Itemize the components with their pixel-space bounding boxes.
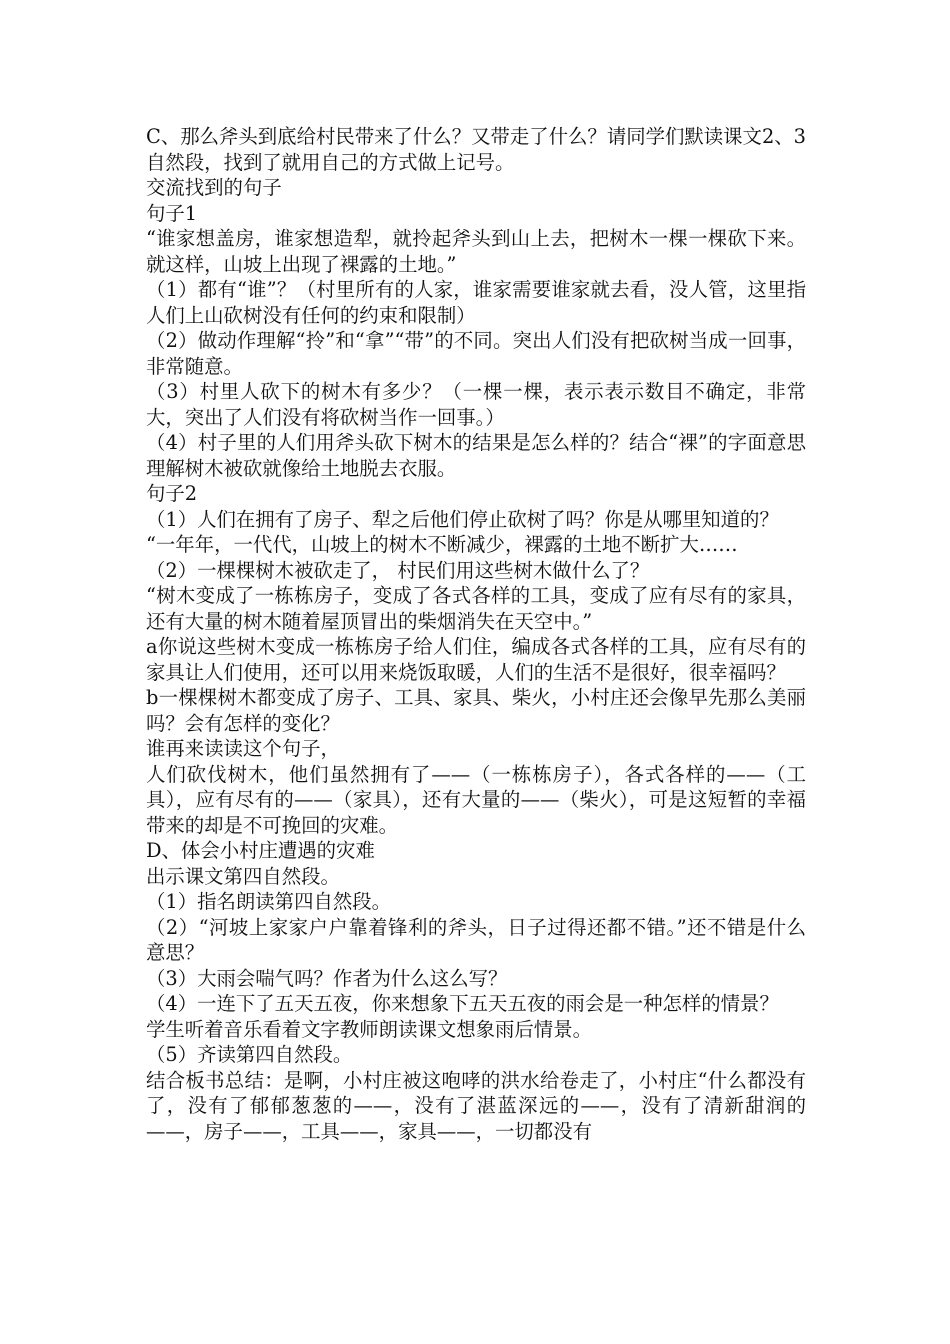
paragraph-d-item-2: （2）“河坡上家家户户靠着锋利的斧头，日子过得还都不错。”还不错是什么意思？	[146, 915, 806, 964]
paragraph-read-again: 谁再来读读这个句子，	[146, 737, 340, 760]
heading-sentence-1: 句子1	[146, 201, 198, 225]
quote-sentence-1: “谁家想盖房，谁家想造犁，就拎起斧头到山上去，把树木一棵一棵砍下来。就这样，山坡上出现了裸露的土地。”	[146, 227, 806, 276]
paragraph-d-item-4: （4）一连下了五天五夜，你来想象下五天五夜的雨会是一种怎样的情景？	[146, 992, 779, 1015]
paragraph-s2-item-2: （2）一棵棵树木被砍走了， 村民们用这些树木做什么了？	[146, 558, 650, 582]
quote-sentence-2b: “树木变成了一栋栋房子，变成了各式各样的工具，变成了应有尽有的家具，还有大量的树木随着屋顶冒出的柴烟消失在天空中。”	[146, 584, 806, 633]
paragraph-item-4: （4）村子里的人们用斧头砍下树木的结果是怎么样的？结合“裸”的字面意思理解树木被砍就像给土地脱去衣服。	[146, 431, 806, 480]
document-body	[146, 124, 806, 1144]
paragraph-point-b: b一棵棵树木都变成了房子、工具、家具、柴火，小村庄还会像早先那么美丽吗？会有怎样的变化？	[146, 686, 806, 735]
paragraph-summary: 结合板书总结：是啊，小村庄被这咆哮的洪水给卷走了，小村庄“什么都没有了，没有了郁郁葱葱的——，没有了湛蓝深远的——，没有了清新甜润的——，房子——，工具——，家具——，一切都没有	[146, 1068, 806, 1143]
paragraph-item-3: （3）村里人砍下的树木有多少？（一棵一棵，表示表示数目不确定，非常大，突出了人们没有将砍树当作一回事。）	[146, 380, 806, 429]
quote-sentence-2a: “一年年，一代代，山坡上的树木不断减少，裸露的土地不断扩大……	[146, 533, 738, 556]
heading-sentence-2: 句子2	[146, 482, 198, 505]
paragraph-fill-blanks: 人们砍伐树木，他们虽然拥有了——（一栋栋房子），各式各样的——（工具），应有尽有的——（家具），还有大量的——（柴火），可是这短暂的幸福带来的却是不可挽回的灾难。	[146, 762, 806, 837]
paragraph-s2-item-1: （1）人们在拥有了房子、犁之后他们停止砍树了吗？你是从哪里知道的？	[146, 507, 779, 531]
paragraph-d-item-3: （3）大雨会喘气吗？作者为什么这么写？	[146, 966, 508, 990]
paragraph-section-c: C、那么斧头到底给村民带来了什么？又带走了什么？请同学们默读课文2、3自然段，找到了就用自己的方式做上记号。	[146, 125, 807, 174]
paragraph-music-reading: 学生听着音乐看着文字教师朗读课文想象雨后情景。	[146, 1017, 592, 1041]
paragraph-point-a: a你说这些树木变成一栋栋房子给人们住，编成各式各样的工具，应有尽有的家具让人们使用，还可以用来烧饭取暖，人们的生活不是很好，很幸福吗？	[146, 635, 806, 684]
paragraph-item-2: （2）做动作理解“拎”和“拿”“带”的不同。突出人们没有把砍树当成一回事，非常随意。	[146, 329, 806, 378]
paragraph-show-text: 出示课文第四自然段。	[146, 864, 340, 888]
paragraph-d-item-5: （5）齐读第四自然段。	[146, 1043, 353, 1066]
paragraph-d-item-1: （1）指名朗读第四自然段。	[146, 890, 392, 913]
heading-section-d: D、体会小村庄遭遇的灾难	[146, 839, 375, 862]
paragraph-item-1: （1）都有“谁”？（村里所有的人家，谁家需要谁家就去看，没人管，这里指人们上山砍树没有任何的约束和限制）	[146, 278, 806, 327]
paragraph-exchange-sentences: 交流找到的句子	[146, 176, 282, 199]
